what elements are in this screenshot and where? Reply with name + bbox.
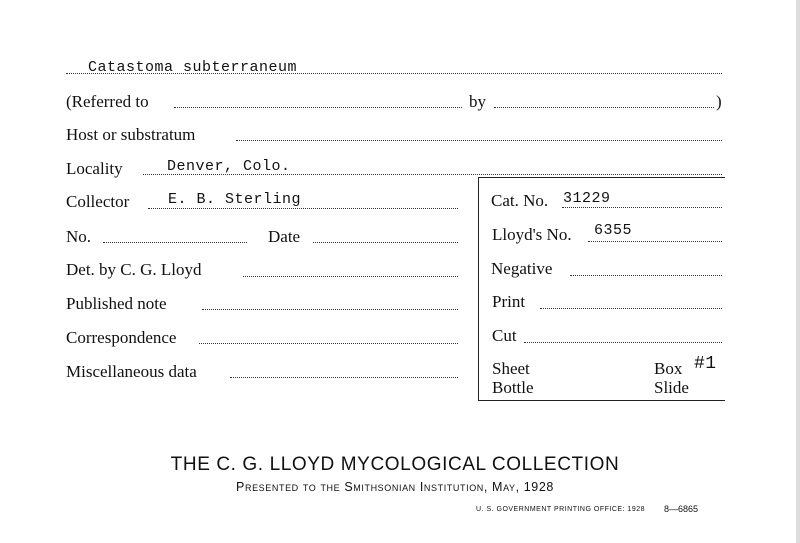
misc-data-label: Miscellaneous data [66,362,197,381]
host-label: Host or substratum [66,125,196,144]
collection-subtitle: Presented to the Smithsonian Institution, May, 1928 [236,480,554,494]
no-label: No. [66,227,92,246]
print-label: Print [492,292,526,311]
lloyds-no-label: Lloyd's No. [492,225,572,244]
collector-value: E. B. Sterling [168,191,302,208]
form-number: 8—6865 [664,504,699,514]
cat-no-label: Cat. No. [491,191,549,210]
negative-line [570,275,722,276]
sheet-label: Sheet [492,359,530,378]
published-note-label: Published note [66,294,167,313]
lloyds-no-value: 6355 [594,222,633,239]
cut-label: Cut [492,326,517,345]
correspondence-label: Correspondence [66,328,177,347]
collection-title: THE C. G. LLOYD MYCOLOGICAL COLLECTION [170,454,620,475]
correspondence-line [199,343,458,344]
date-line [313,242,458,243]
bottle-label: Bottle [492,378,534,397]
box-label: Box [654,359,683,378]
printing-office-note: U. S. GOVERNMENT PRINTING OFFICE: 1928 [476,506,646,513]
det-by-label: Det. by C. G. Lloyd [66,260,202,279]
negative-label: Negative [491,259,553,278]
box-value: #1 [694,354,717,374]
locality-value: Denver, Colo. [167,158,291,175]
species-value: Catastoma subterraneum [88,59,298,76]
published-note-line [202,309,458,310]
by-line [494,107,714,108]
cat-no-value: 31229 [563,190,611,207]
lloyds-no-line [588,241,722,242]
locality-label: Locality [66,159,123,178]
no-line [103,242,247,243]
cut-line [524,342,722,343]
det-by-line [243,276,458,277]
collector-label: Collector [66,192,130,211]
print-line [540,308,722,309]
by-label: by [469,92,486,111]
host-line [236,140,722,141]
close-paren: ) [716,92,722,111]
referred-to-label: (Referred to [66,92,149,111]
date-label: Date [268,227,301,246]
scan-edge [796,0,800,543]
misc-data-line [230,377,458,378]
referred-to-line [174,107,462,108]
slide-label: Slide [654,378,689,397]
